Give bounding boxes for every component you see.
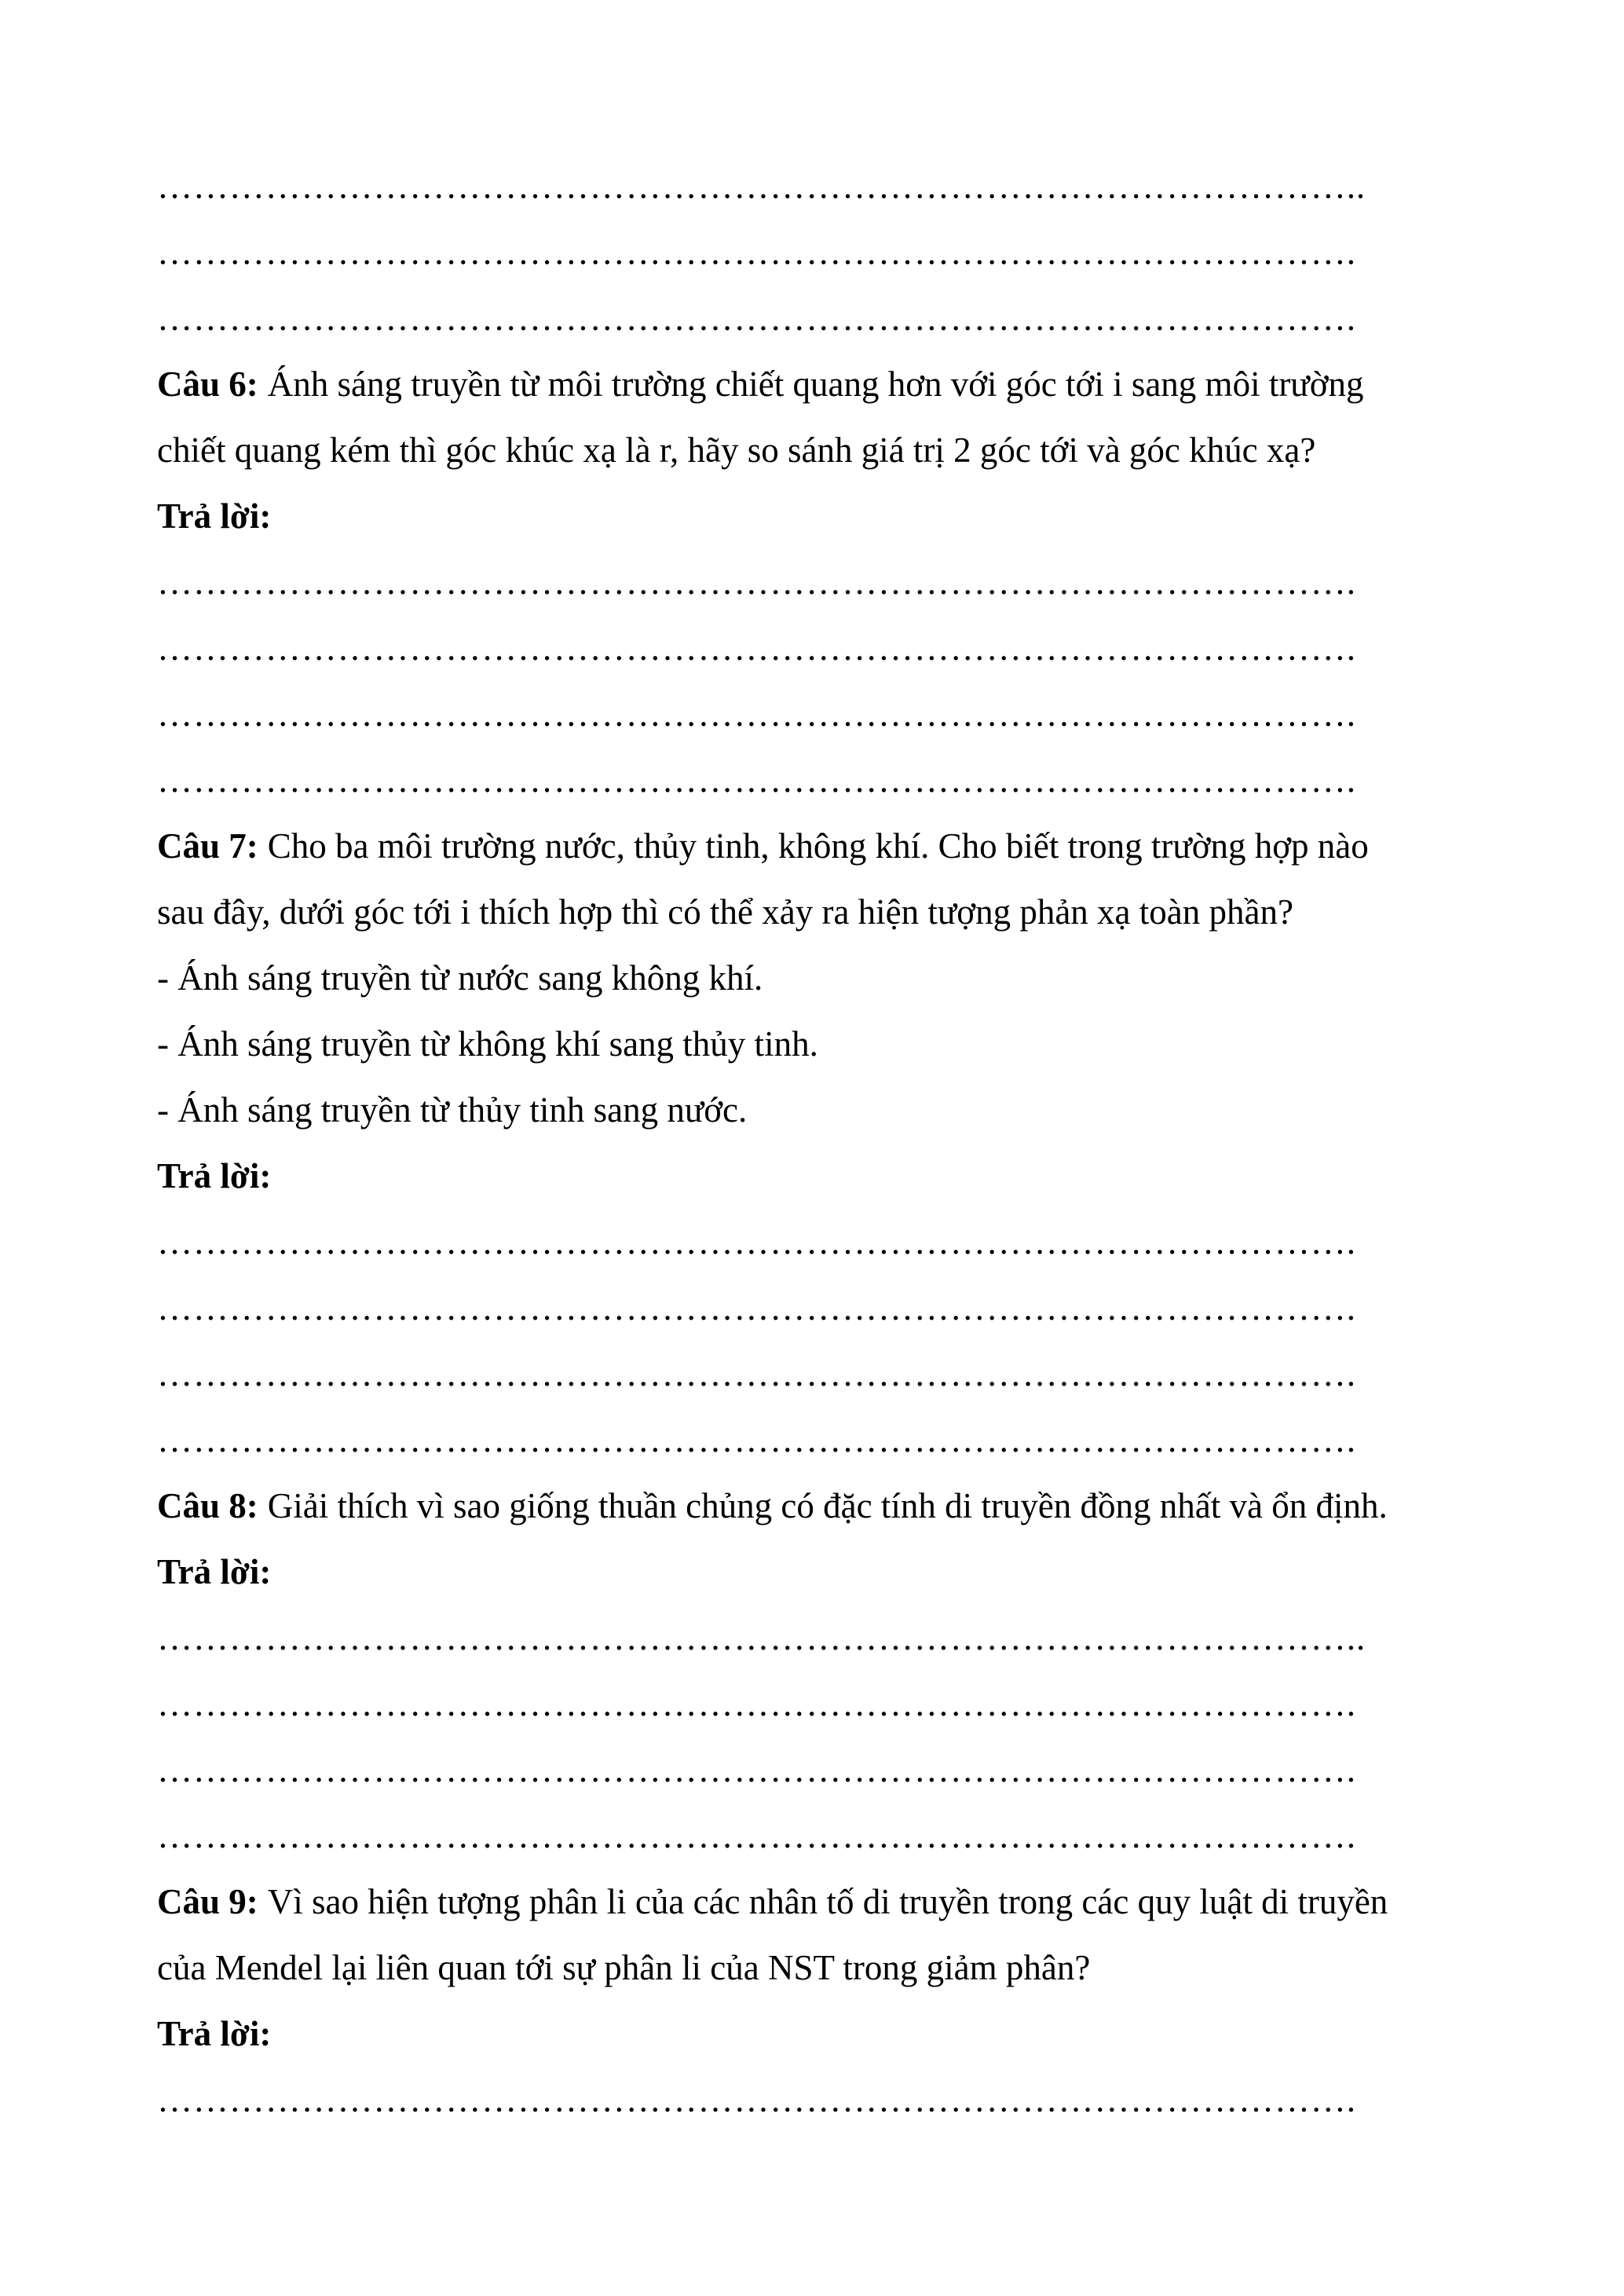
answer-label: Trả lời: [157, 2014, 272, 2053]
option-item: - Ánh sáng truyền từ nước sang không khí. [157, 958, 763, 998]
answer-line: ………………………………………………………………………………………. [157, 298, 1356, 338]
question-7 [157, 813, 1484, 879]
answer-line: ………………………………………………………………………………………. [157, 694, 1356, 734]
question-text: Giải thích vì sao giống thuần chủng có đặc tính di truyền đồng nhất và ổn định. [267, 1486, 1388, 1525]
question-text: Vì sao hiện tượng phân li của các nhân tố di truyền trong các quy luật di truyền [267, 1882, 1388, 1921]
answer-line: ………………………………………………………………………………………. [157, 760, 1356, 800]
option-item: - Ánh sáng truyền từ không khí sang thủy tinh. [157, 1024, 818, 1064]
answer-line: ………………………………………………………………………………………. [157, 1288, 1356, 1327]
question-label: Câu 9: [157, 1882, 258, 1921]
question-text-continued: của Mendel lại liên quan tới sự phân li của NST trong giảm phân? [157, 1948, 1091, 1987]
answer-line: ……………………………………………………………………………………….. [157, 167, 1366, 206]
answer-line: ………………………………………………………………………………………. [157, 1420, 1356, 1459]
answer-line: ………………………………………………………………………………………. [157, 1816, 1356, 1855]
answer-label: Trả lời: [157, 1156, 272, 1196]
question-9 [157, 1869, 1484, 1935]
answer-line: ………………………………………………………………………………………. [157, 628, 1356, 668]
answer-line: ………………………………………………………………………………………. [157, 1222, 1356, 1262]
question-text-continued: sau đây, dưới góc tới i thích hợp thì có thể xảy ra hiện tượng phản xạ toàn phần? [157, 892, 1293, 932]
answer-line: ……………………………………………………………………………………….. [157, 1618, 1366, 1657]
answer-line: ………………………………………………………………………………………. [157, 1684, 1356, 1723]
answer-line: ………………………………………………………………………………………. [157, 2080, 1356, 2119]
question-label: Câu 7: [157, 826, 258, 866]
question-8 [157, 1473, 1484, 1539]
answer-line: ………………………………………………………………………………………. [157, 562, 1356, 602]
question-6 [157, 351, 1484, 417]
worksheet-page [157, 153, 1484, 2133]
question-text: Ánh sáng truyền từ môi trường chiết quang hơn với góc tới i sang môi trường [267, 364, 1364, 404]
question-label: Câu 6: [157, 364, 258, 404]
answer-line: ………………………………………………………………………………………. [157, 233, 1356, 272]
question-text: Cho ba môi trường nước, thủy tinh, không khí. Cho biết trong trường hợp nào [267, 826, 1369, 866]
answer-line: ………………………………………………………………………………………. [157, 1750, 1356, 1789]
answer-label: Trả lời: [157, 496, 272, 536]
answer-line: ………………………………………………………………………………………. [157, 1354, 1356, 1393]
question-text-continued: chiết quang kém thì góc khúc xạ là r, hãy so sánh giá trị 2 góc tới và góc khúc xạ? [157, 430, 1316, 470]
option-item: - Ánh sáng truyền từ thủy tinh sang nước. [157, 1090, 748, 1130]
answer-label: Trả lời: [157, 1552, 272, 1591]
question-label: Câu 8: [157, 1486, 258, 1525]
